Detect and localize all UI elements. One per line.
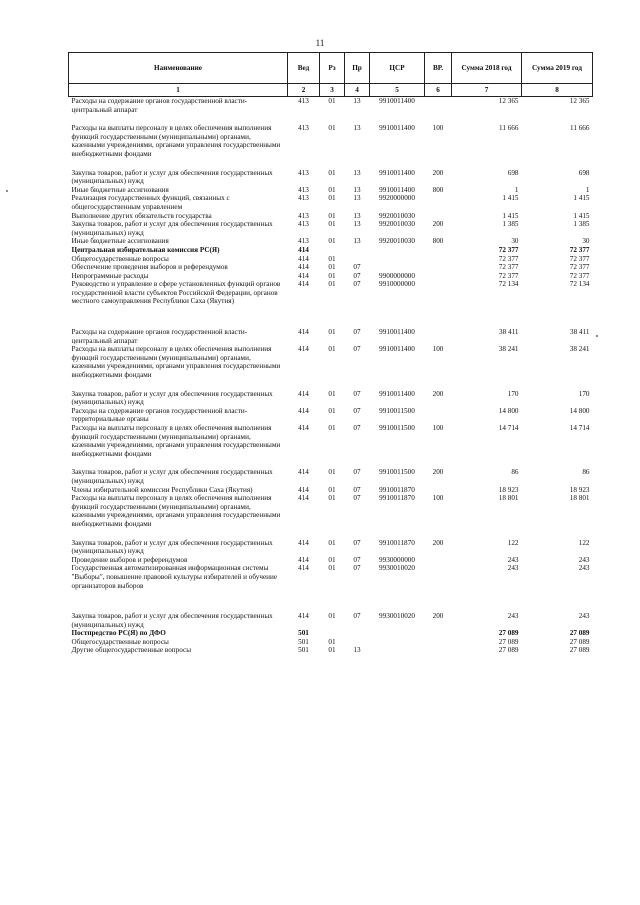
table-row [69,194,593,211]
row-pr [345,638,370,647]
row-vr [425,556,452,565]
row-sum-2018: 243 [507,564,519,573]
row-ved: 414 [298,555,309,564]
row-pr: 13 [353,194,361,203]
row-pr: 07 [353,345,361,354]
row-spacer [69,159,593,169]
row-sum-2018: 14 714 [498,424,519,432]
table-row [69,169,593,186]
table-row [69,345,593,379]
row-csr: 9930010020 [379,612,415,621]
row-spacer [69,458,593,468]
row-csr: 9910011500 [379,424,415,432]
row-rz: 01 [328,263,336,272]
scan-speck [596,335,598,337]
row-sum-2019: 122 [578,538,590,547]
row-sum-2018: 30 [511,237,519,246]
row-vr [425,255,452,264]
row-vr: 200 [432,220,444,229]
row-name: Закупка товаров, работ и услуг для обеспечения государственных (муниципальных) нужд [71,538,273,556]
row-name: Расходы на содержание органов государственной власти- центральный аппарат [71,328,248,345]
row-sum-2019: 72 377 [569,245,590,254]
row-vr [425,328,452,345]
row-vr: 200 [432,168,444,177]
header-pr: Пр [345,53,370,84]
header-csr: ЦСР [370,53,425,84]
row-sum-2018: 1 385 [502,220,519,229]
table-row [69,612,593,629]
page-number: 11 [315,38,325,48]
row-ved: 501 [298,646,309,655]
table-row [69,638,593,647]
row-csr: 9920000000 [379,194,415,203]
row-rz: 01 [328,211,336,220]
row-pr: 07 [353,328,361,337]
row-name: Закупка товаров, работ и услуг для обеспечения государственных (муниципальных) нужд [71,612,273,629]
table-body [69,97,593,656]
row-rz: 01 [328,194,336,203]
row-sum-2019: 72 377 [569,271,590,280]
row-rz: 01 [328,280,336,289]
row-spacer [69,529,593,539]
row-ved: 414 [298,406,309,415]
row-ved: 413 [298,124,309,133]
row-sum-2018: 72 377 [498,254,519,263]
row-sum-2018: 122 [507,538,519,547]
row-name: Расходы на содержание органов государственной власти- центральный аппарат [71,97,248,114]
column-number: 4 [345,84,370,97]
row-sum-2018: 86 [511,468,519,477]
row-vr: 200 [432,612,444,621]
row-sum-2019: 72 134 [569,280,590,289]
row-csr [370,255,425,264]
row-csr [370,629,425,638]
column-number: 3 [320,84,345,97]
row-rz: 01 [328,254,336,263]
row-ved: 413 [298,211,309,220]
table-row [69,556,593,565]
row-ved: 413 [298,97,309,105]
row-rz: 01 [328,168,336,177]
row-vr: 100 [432,424,444,432]
row-sum-2019: 14 800 [569,406,590,415]
row-name: Обеспечение проведения выборов и референдумов [71,263,228,272]
row-name: Закупка товаров, работ и услуг для обеспечения государственных (муниципальных) нужд [71,220,273,237]
row-csr: 9910011870 [379,485,415,494]
row-rz: 01 [328,555,336,564]
row-sum-2018: 170 [507,389,519,398]
row-name: Расходы на выплаты персоналу в целях обеспечения выполнения функций государственными (муниципальными) органами, казенными учреждениями, органами управления государственными внебюджетными фондами [71,345,281,380]
row-sum-2018: 72 377 [498,271,519,280]
row-csr [370,646,425,655]
table-row [69,494,593,528]
row-sum-2018: 72 377 [498,263,519,272]
row-csr: 9910011400 [379,168,415,177]
row-ved: 414 [298,345,309,354]
table-row [69,212,593,221]
row-vr: 200 [432,468,444,477]
row-csr: 9920010030 [379,237,415,246]
row-name: Иные бюджетные ассигнования [71,237,169,246]
table-row [69,280,593,306]
table-row [69,564,593,590]
row-pr: 07 [353,280,361,289]
row-name: Расходы на выплаты персоналу в целях обеспечения выполнения функций государственными (муниципальными) органами, казенными учреждениями, органами управления государственными внебюджетными фондами [71,424,281,458]
row-rz: 01 [328,389,336,398]
column-number: 5 [370,84,425,97]
table-row [69,124,593,158]
row-ved: 414 [298,424,309,432]
column-number: 7 [452,84,522,97]
row-sum-2018: 12 365 [498,97,519,105]
row-csr: 9910011400 [379,389,415,398]
row-rz: 01 [328,124,336,133]
row-sum-2019: 1 415 [573,211,590,220]
row-sum-2018: 18 801 [498,494,519,503]
row-ved: 414 [298,468,309,477]
column-number: 2 [288,84,320,97]
row-sum-2019: 243 [578,612,590,621]
column-number: 8 [522,84,593,97]
row-sum-2019: 18 923 [569,485,590,494]
row-pr: 13 [353,124,361,133]
row-vr [425,646,452,655]
row-sum-2019: 27 089 [569,637,590,646]
row-name: Выполнение других обязательств государства [71,211,212,220]
row-csr: 9910011400 [379,328,415,337]
table-row [69,272,593,281]
row-vr [425,629,452,638]
header-ved: Вед [288,53,320,84]
row-pr: 13 [353,646,361,655]
table-row [69,646,593,655]
row-csr: 9900000000 [379,271,415,280]
row-spacer [69,590,593,612]
row-csr [370,263,425,272]
row-sum-2018: 1 [514,185,519,194]
row-rz: 01 [328,494,336,503]
row-rz: 01 [328,271,336,280]
row-sum-2018: 18 923 [498,485,519,494]
row-vr: 100 [432,124,444,133]
row-name: Закупка товаров, работ и услуг для обеспечения государственных (муниципальных) нужд [71,389,273,407]
column-number: 6 [425,84,452,97]
row-csr: 9910011400 [379,345,415,354]
header-vr: ВР. [425,53,452,84]
row-sum-2018: 72 377 [498,245,519,254]
row-vr: 200 [432,538,444,547]
row-sum-2018: 27 089 [498,629,519,638]
row-sum-2019: 27 089 [569,629,590,638]
table-header [69,53,593,97]
row-sum-2019: 18 801 [569,494,590,503]
row-sum-2018: 72 134 [498,280,519,289]
row-pr: 07 [353,538,361,547]
row-ved: 414 [298,485,309,494]
row-ved: 413 [298,237,309,246]
row-pr: 13 [353,168,361,177]
row-ved: 414 [298,389,309,398]
table-row [69,237,593,246]
row-name: Руководство и управление в сфере установленных функций органов государственной власти субъектов Российской Федерации, органов местного самоуправления Республики Саха (Якутия) [71,280,281,306]
row-sum-2019: 86 [582,468,590,477]
table-row [69,186,593,195]
row-pr: 13 [353,220,361,229]
row-rz: 01 [328,424,336,432]
row-pr: 13 [353,185,361,194]
row-sum-2019: 1 415 [573,194,590,203]
table-row [69,390,593,407]
row-vr [425,246,452,255]
row-name: Государственная автоматизированная информационная системы "Выборы", повышение правовой культуры избирателей и обучение организаторов выборов [71,564,278,590]
row-csr: 9910011500 [379,468,415,477]
row-sum-2018: 1 415 [502,194,519,203]
row-ved: 414 [298,328,309,337]
row-vr: 800 [432,185,444,194]
row-vr [425,486,452,495]
header-sum-2019: Сумма 2019 год [522,53,593,84]
row-rz: 01 [328,328,336,337]
row-name: Расходы на содержание органов государственной власти- территориальные органы [71,406,248,424]
row-sum-2018: 27 089 [498,637,519,646]
row-pr: 07 [353,494,361,503]
row-rz [320,246,345,255]
table-row [69,263,593,272]
row-sum-2018: 243 [507,555,519,564]
row-csr: 9910000000 [379,280,415,289]
row-name: Общегосударственные вопросы [71,254,169,263]
row-ved: 414 [298,280,309,289]
row-pr: 07 [353,406,361,415]
row-name: Реализация государственных функций, связанных с общегосударственным управлением [71,194,230,211]
table-row [69,539,593,556]
row-sum-2018: 14 800 [498,406,519,415]
row-spacer [69,380,593,390]
row-ved: 413 [298,185,309,194]
row-sum-2019: 14 714 [569,424,590,432]
row-pr: 07 [353,271,361,280]
row-sum-2018: 243 [507,612,519,621]
row-pr: 13 [353,237,361,246]
row-rz: 01 [328,237,336,246]
row-sum-2019: 27 089 [569,646,590,655]
row-rz: 01 [328,97,336,105]
row-pr: 07 [353,389,361,398]
row-ved: 501 [298,629,309,638]
row-pr [345,246,370,255]
row-sum-2019: 38 411 [570,328,590,337]
row-ved: 414 [298,254,309,263]
table-row [69,255,593,264]
table-row [69,97,593,115]
row-vr: 100 [432,494,444,503]
row-pr: 07 [353,485,361,494]
table-row [69,407,593,424]
row-ved: 414 [298,494,309,503]
row-csr: 9930010020 [379,564,415,573]
row-sum-2019: 170 [578,389,590,398]
column-number: 1 [69,84,288,97]
row-csr: 9920010030 [379,220,415,229]
row-vr [425,407,452,424]
row-csr [370,638,425,647]
row-pr: 07 [353,612,361,621]
row-csr: 9920010030 [379,211,415,220]
row-pr: 07 [353,263,361,272]
row-rz: 01 [328,612,336,621]
row-pr: 07 [353,468,361,477]
row-vr [425,97,452,115]
row-pr [345,255,370,264]
row-csr [370,246,425,255]
row-name: Расходы на выплаты персоналу в целях обеспечения выполнения функций государственными (муниципальными) органами, казенными учреждениями, органами управления государственными внебюджетными фондами [71,124,281,158]
row-csr: 9910011400 [379,97,415,105]
row-sum-2019: 72 377 [569,263,590,272]
row-rz: 01 [328,406,336,415]
scan-speck [6,190,8,192]
row-sum-2018: 11 666 [499,124,519,133]
row-pr: 07 [353,564,361,573]
row-sum-2019: 243 [578,564,590,573]
row-ved: 413 [298,168,309,177]
row-rz: 01 [328,637,336,646]
row-name: Непрограммные расходы [71,271,149,280]
row-name: Члены избирательной комиссии Республики Саха (Якутия) [71,485,253,494]
row-sum-2018: 27 089 [498,646,519,655]
row-name: Расходы на выплаты персоналу в целях обеспечения выполнения функций государственными (муниципальными) органами, казенными учреждениями, органами управления государственными внебюджетными фондами [71,494,281,528]
row-pr [345,629,370,638]
row-vr [425,638,452,647]
row-name: Проведение выборов и референдумов [71,555,188,564]
row-pr: 07 [353,555,361,564]
row-ved: 413 [298,194,309,203]
row-name: Другие общегосударственные вопросы [71,646,192,655]
table-row [69,328,593,345]
row-rz: 01 [328,185,336,194]
row-ved: 414 [298,538,309,547]
row-csr: 9910011500 [379,406,415,415]
row-csr: 9910011400 [379,185,415,194]
table-row [69,629,593,638]
row-vr [425,194,452,211]
table-row [69,486,593,495]
row-spacer [69,306,593,328]
row-sum-2019: 1 [585,185,590,194]
row-ved: 414 [298,263,309,272]
row-vr [425,212,452,221]
row-name: Общегосударственные вопросы [71,637,169,646]
row-sum-2018: 38 411 [499,328,519,337]
row-sum-2018: 698 [507,168,519,177]
row-rz [320,629,345,638]
header-name: Наименование [69,53,288,84]
row-rz: 01 [328,345,336,354]
row-spacer [69,114,593,124]
row-pr: 13 [353,97,361,105]
row-ved: 413 [298,220,309,229]
row-sum-2018: 38 241 [498,345,519,354]
table-row [69,220,593,237]
row-vr: 800 [432,237,444,246]
row-ved: 414 [298,612,309,621]
row-sum-2019: 1 385 [573,220,590,229]
header-rz: Рз [320,53,345,84]
row-rz: 01 [328,468,336,477]
row-name: Иные бюджетные ассигнования [71,185,169,194]
table-row [69,424,593,458]
row-rz: 01 [328,564,336,573]
row-sum-2019: 30 [582,237,590,246]
row-ved: 414 [298,564,309,573]
row-csr: 9910011870 [379,538,415,547]
row-rz: 01 [328,220,336,229]
row-rz: 01 [328,538,336,547]
row-name: Закупка товаров, работ и услуг для обеспечения государственных (муниципальных) нужд [71,468,273,485]
table-row [69,468,593,485]
row-vr [425,263,452,272]
row-name: Закупка товаров, работ и услуг для обеспечения государственных (муниципальных) нужд [71,168,273,186]
row-vr [425,280,452,306]
row-sum-2019: 12 365 [569,97,590,105]
row-vr [425,564,452,590]
row-rz: 01 [328,485,336,494]
row-pr: 13 [353,211,361,220]
row-csr: 9930000000 [379,555,415,564]
row-sum-2019: 38 241 [569,345,590,354]
row-name: Постпредство РС(Я) по ДФО [71,629,166,638]
row-sum-2018: 1 415 [502,211,519,220]
row-ved: 414 [298,245,309,254]
row-name: Центральная избирательная комиссия РС(Я) [71,245,220,254]
row-sum-2019: 243 [578,555,590,564]
row-csr: 9910011400 [379,124,415,133]
row-ved: 414 [298,271,309,280]
row-sum-2019: 11 666 [570,124,590,133]
row-ved: 501 [298,637,309,646]
budget-table [68,52,593,655]
row-sum-2019: 72 377 [569,254,590,263]
row-csr: 9910011870 [379,494,415,503]
row-pr: 07 [353,424,361,432]
row-vr: 200 [432,389,444,398]
row-vr: 100 [432,345,444,354]
row-rz: 01 [328,646,336,655]
table-row [69,246,593,255]
column-number-row [69,84,593,97]
row-vr [425,272,452,281]
header-sum-2018: Сумма 2018 год [452,53,522,84]
row-sum-2019: 698 [578,168,590,177]
